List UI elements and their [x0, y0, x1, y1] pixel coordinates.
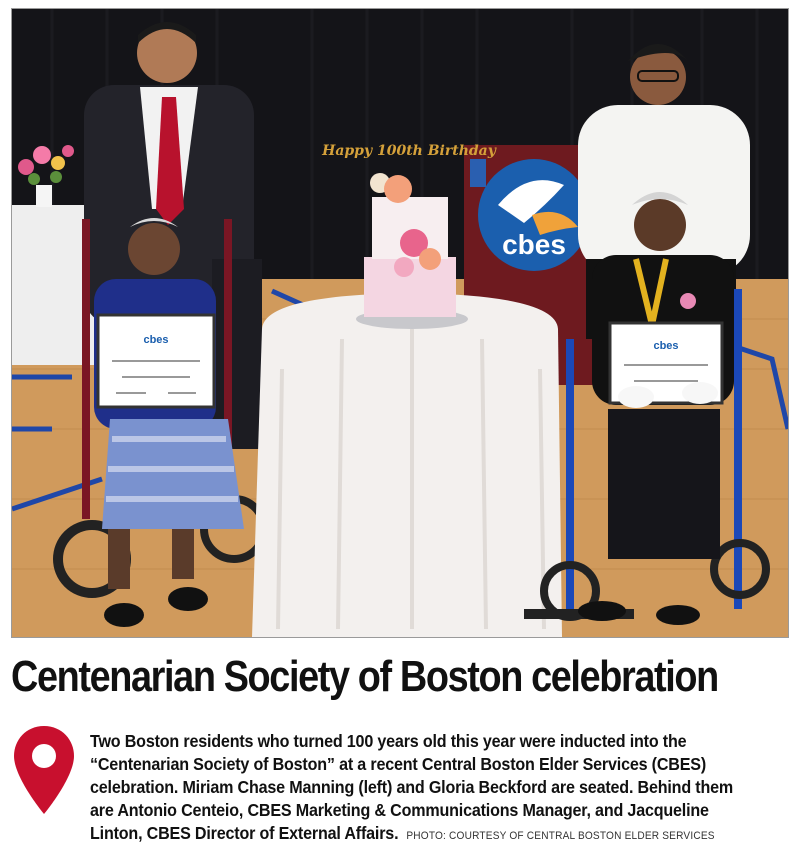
news-photo: [11, 8, 789, 638]
caption-body: Two Boston residents who turned 100 years old this year were inducted into the “Centenarian Society of Boston” at a recent Central Boston Elder Services (CBES) celebration. Miriam Chase Manning (left) and Gloria Beckford are seated. Behind them are Antonio Centeio, CBES Marketing & Communications Manager, and Jacqueline Linton, CBES Director of External Affairs.: [90, 731, 733, 843]
podium-logo: cbes: [502, 229, 566, 260]
left-certificate: [98, 315, 214, 407]
svg-text:cbes: cbes: [653, 340, 679, 352]
svg-text:cbes: cbes: [143, 334, 169, 346]
right-certificate: [610, 323, 722, 408]
cake-table: [252, 293, 562, 637]
headline: Centenarian Society of Boston celebration: [11, 652, 718, 701]
photo-credit: PHOTO: COURTESY OF CENTRAL BOSTON ELDER SERVICES: [406, 830, 715, 842]
photo-caption: [90, 730, 734, 848]
location-pin-icon: [12, 722, 76, 818]
cake-topper: Happy 100th Birthday: [322, 143, 496, 159]
